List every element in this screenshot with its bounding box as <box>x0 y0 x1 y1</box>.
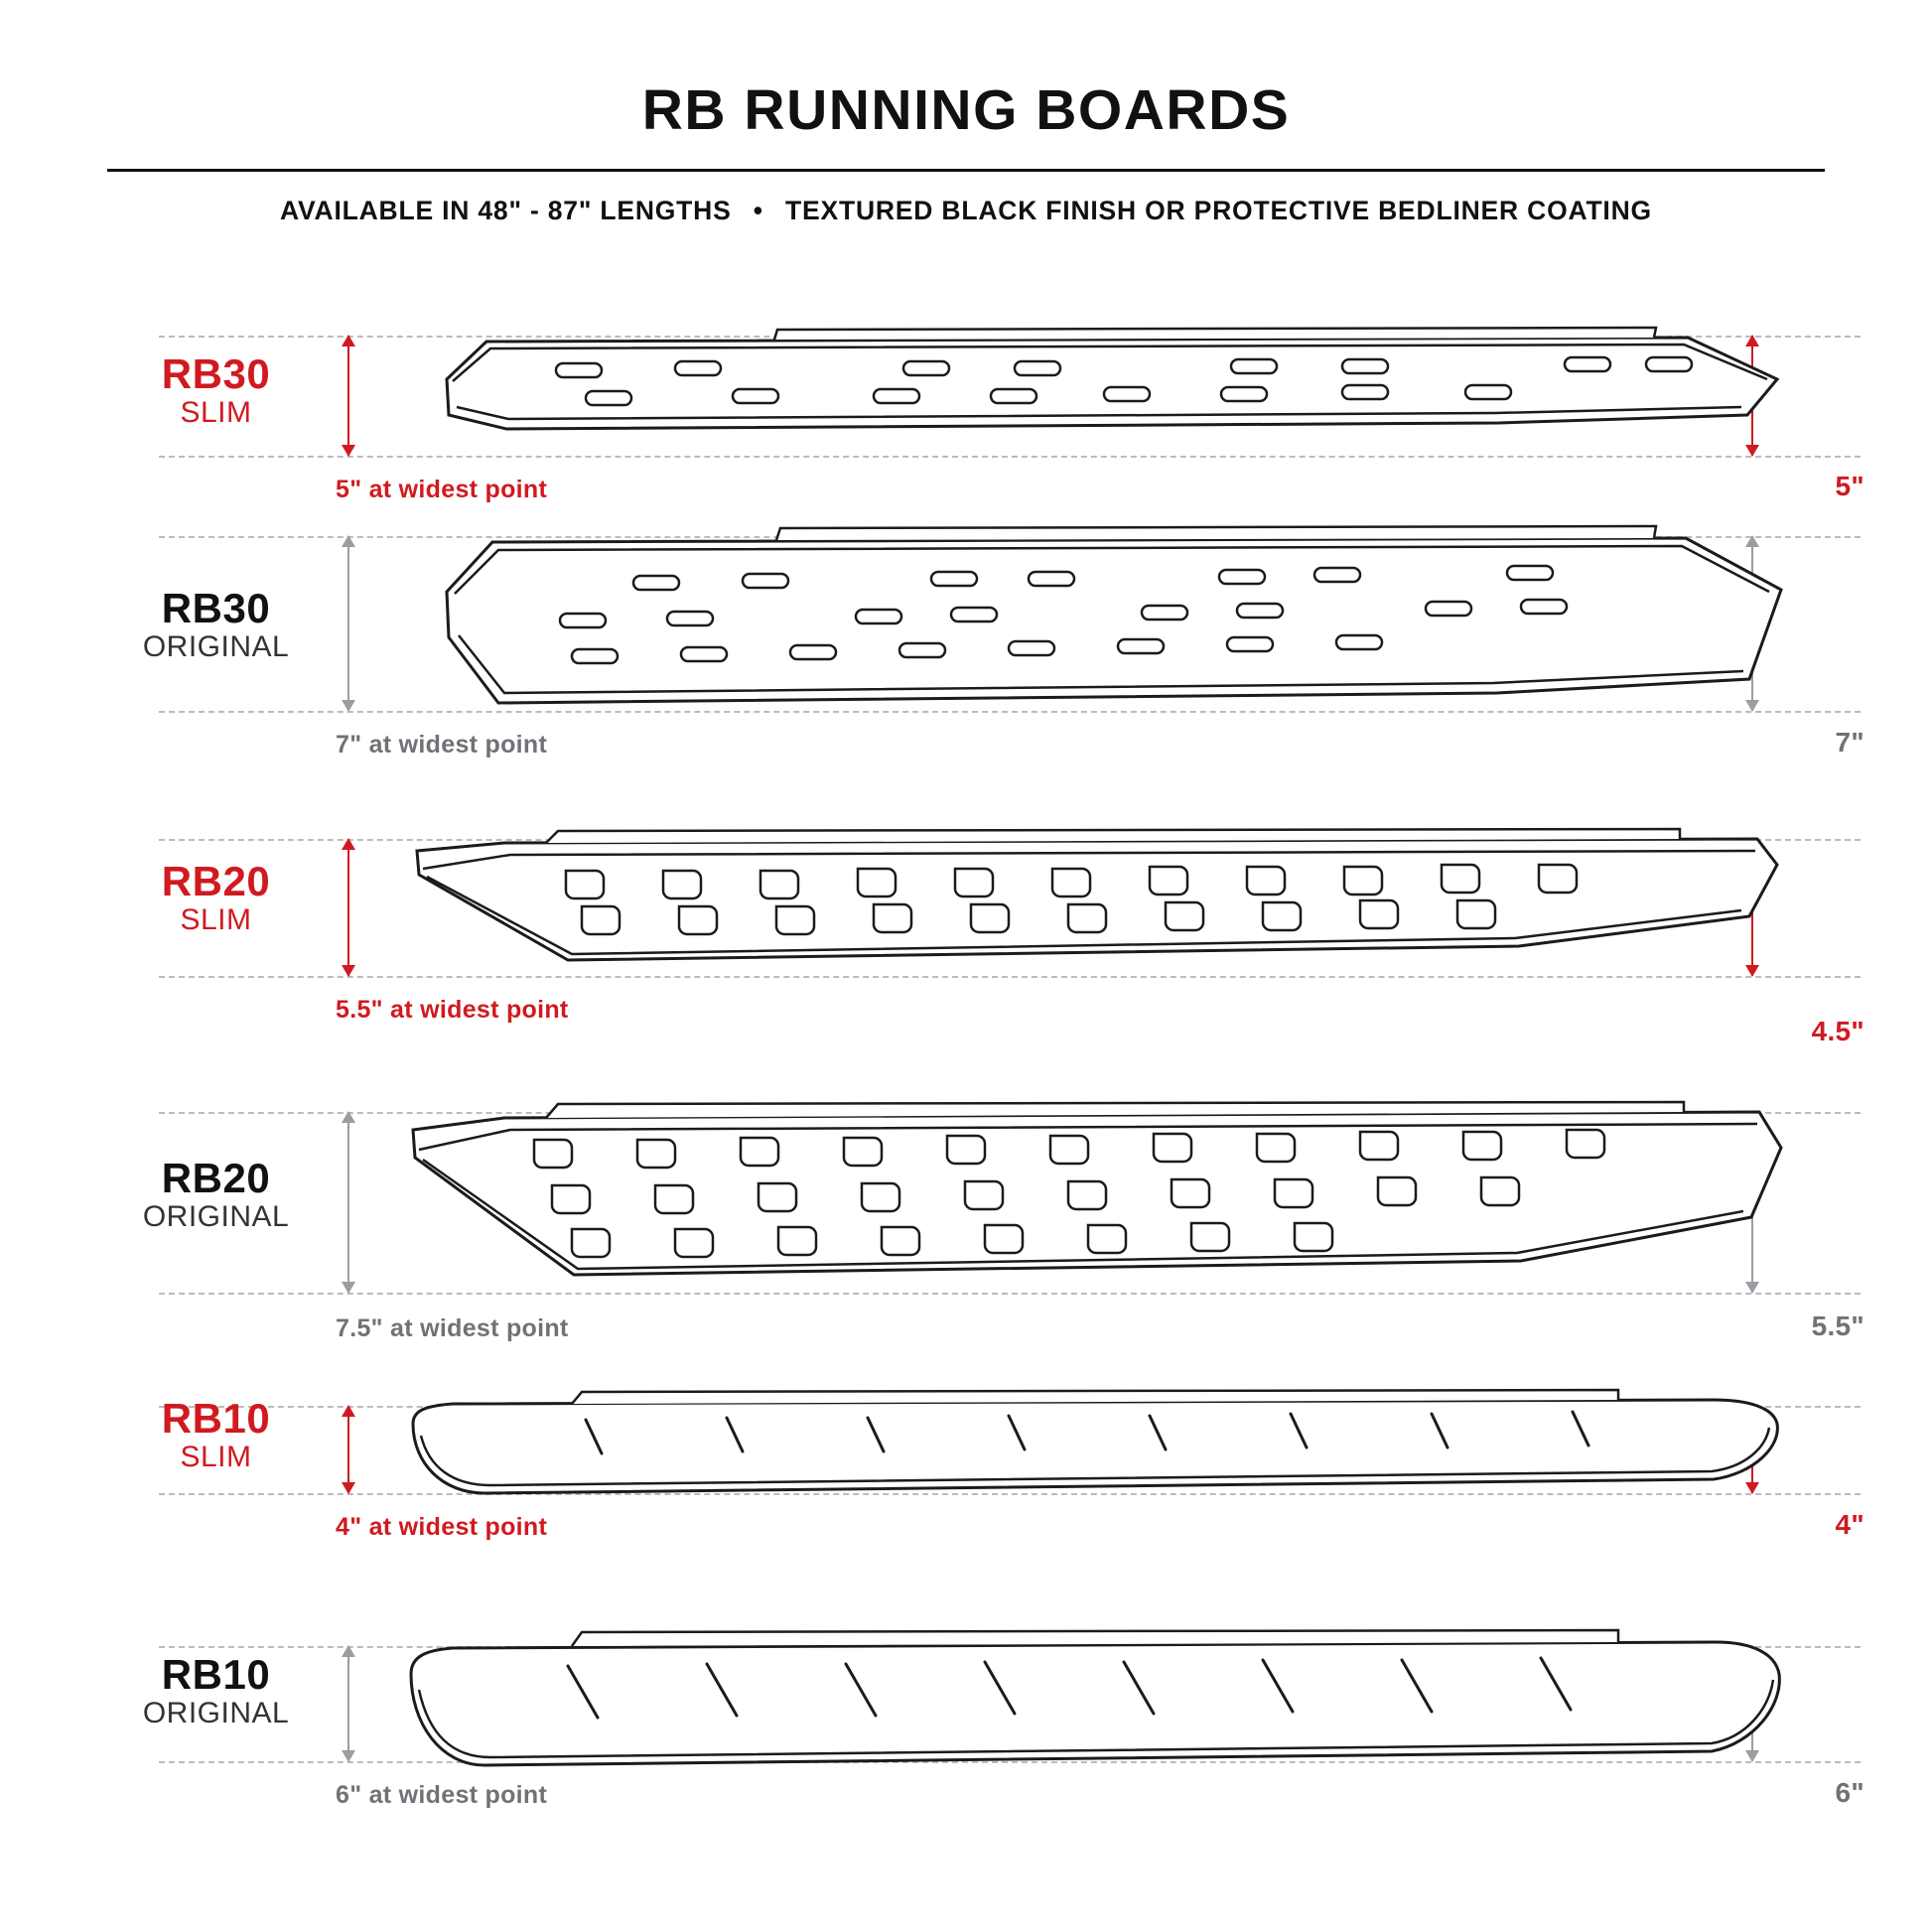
width-caption: 4" at widest point <box>336 1513 548 1541</box>
height-arrow-left <box>336 536 361 711</box>
variant-name: ORIGINAL <box>142 629 290 663</box>
height-value: 4.5" <box>1811 1016 1864 1046</box>
model-name: RB20 <box>161 1155 271 1201</box>
width-caption: 6" at widest point <box>336 1781 548 1809</box>
height-value: 5" <box>1835 471 1864 501</box>
height-arrow-left <box>336 1646 361 1761</box>
row-label-rb20-original <box>109 1155 323 1234</box>
board-illustration-rb30-slim <box>387 320 1807 479</box>
row-label-rb10-slim <box>109 1395 323 1474</box>
board-rows <box>60 272 1872 1843</box>
header-divider <box>107 169 1825 172</box>
model-name: RB30 <box>161 350 271 397</box>
height-arrow-left <box>336 839 361 976</box>
model-name: RB20 <box>161 858 271 904</box>
width-caption: 7" at widest point <box>336 731 548 759</box>
board-illustration-rb10-slim <box>387 1380 1807 1529</box>
board-row-rb20-slim <box>60 799 1872 1072</box>
variant-name: ORIGINAL <box>142 1199 290 1233</box>
variant-name: SLIM <box>180 395 252 429</box>
header <box>60 0 1872 226</box>
variant-name: ORIGINAL <box>142 1696 290 1729</box>
page-title: RB RUNNING BOARDS <box>641 78 1291 142</box>
board-row-rb20-original <box>60 1072 1872 1362</box>
board-illustration-rb30-original <box>387 518 1817 737</box>
subtitle-separator: • <box>753 196 763 225</box>
board-illustration-rb20-original <box>387 1094 1807 1322</box>
model-name: RB10 <box>161 1395 271 1442</box>
board-row-rb30-original <box>60 516 1872 799</box>
height-arrow-left <box>336 1406 361 1493</box>
model-name: RB10 <box>161 1651 271 1698</box>
subtitle-finish: TEXTURED BLACK FINISH OR PROTECTIVE BEDLINER COATING <box>785 196 1652 225</box>
board-row-rb10-original <box>60 1604 1872 1843</box>
width-caption: 5.5" at widest point <box>336 996 569 1024</box>
variant-name: SLIM <box>180 1440 252 1473</box>
header-subtitle <box>60 196 1872 226</box>
subtitle-lengths: AVAILABLE IN 48" - 87" LENGTHS <box>280 196 732 225</box>
board-row-rb10-slim <box>60 1362 1872 1604</box>
height-arrow-left <box>336 336 361 456</box>
width-caption: 7.5" at widest point <box>336 1314 569 1342</box>
board-row-rb30-slim <box>60 272 1872 516</box>
row-label-rb10-original <box>109 1651 323 1730</box>
height-value: 4" <box>1835 1509 1864 1540</box>
row-label-rb20-slim <box>109 858 323 937</box>
row-label-rb30-original <box>109 585 323 664</box>
height-value: 5.5" <box>1811 1311 1864 1341</box>
height-arrow-left <box>336 1112 361 1293</box>
width-caption: 5" at widest point <box>336 476 548 503</box>
variant-name: SLIM <box>180 902 252 936</box>
board-illustration-rb10-original <box>387 1620 1807 1799</box>
height-value: 7" <box>1835 727 1864 758</box>
board-illustration-rb20-slim <box>387 821 1807 1010</box>
model-name: RB30 <box>161 585 271 631</box>
height-value: 6" <box>1835 1777 1864 1808</box>
row-label-rb30-slim <box>109 350 323 430</box>
